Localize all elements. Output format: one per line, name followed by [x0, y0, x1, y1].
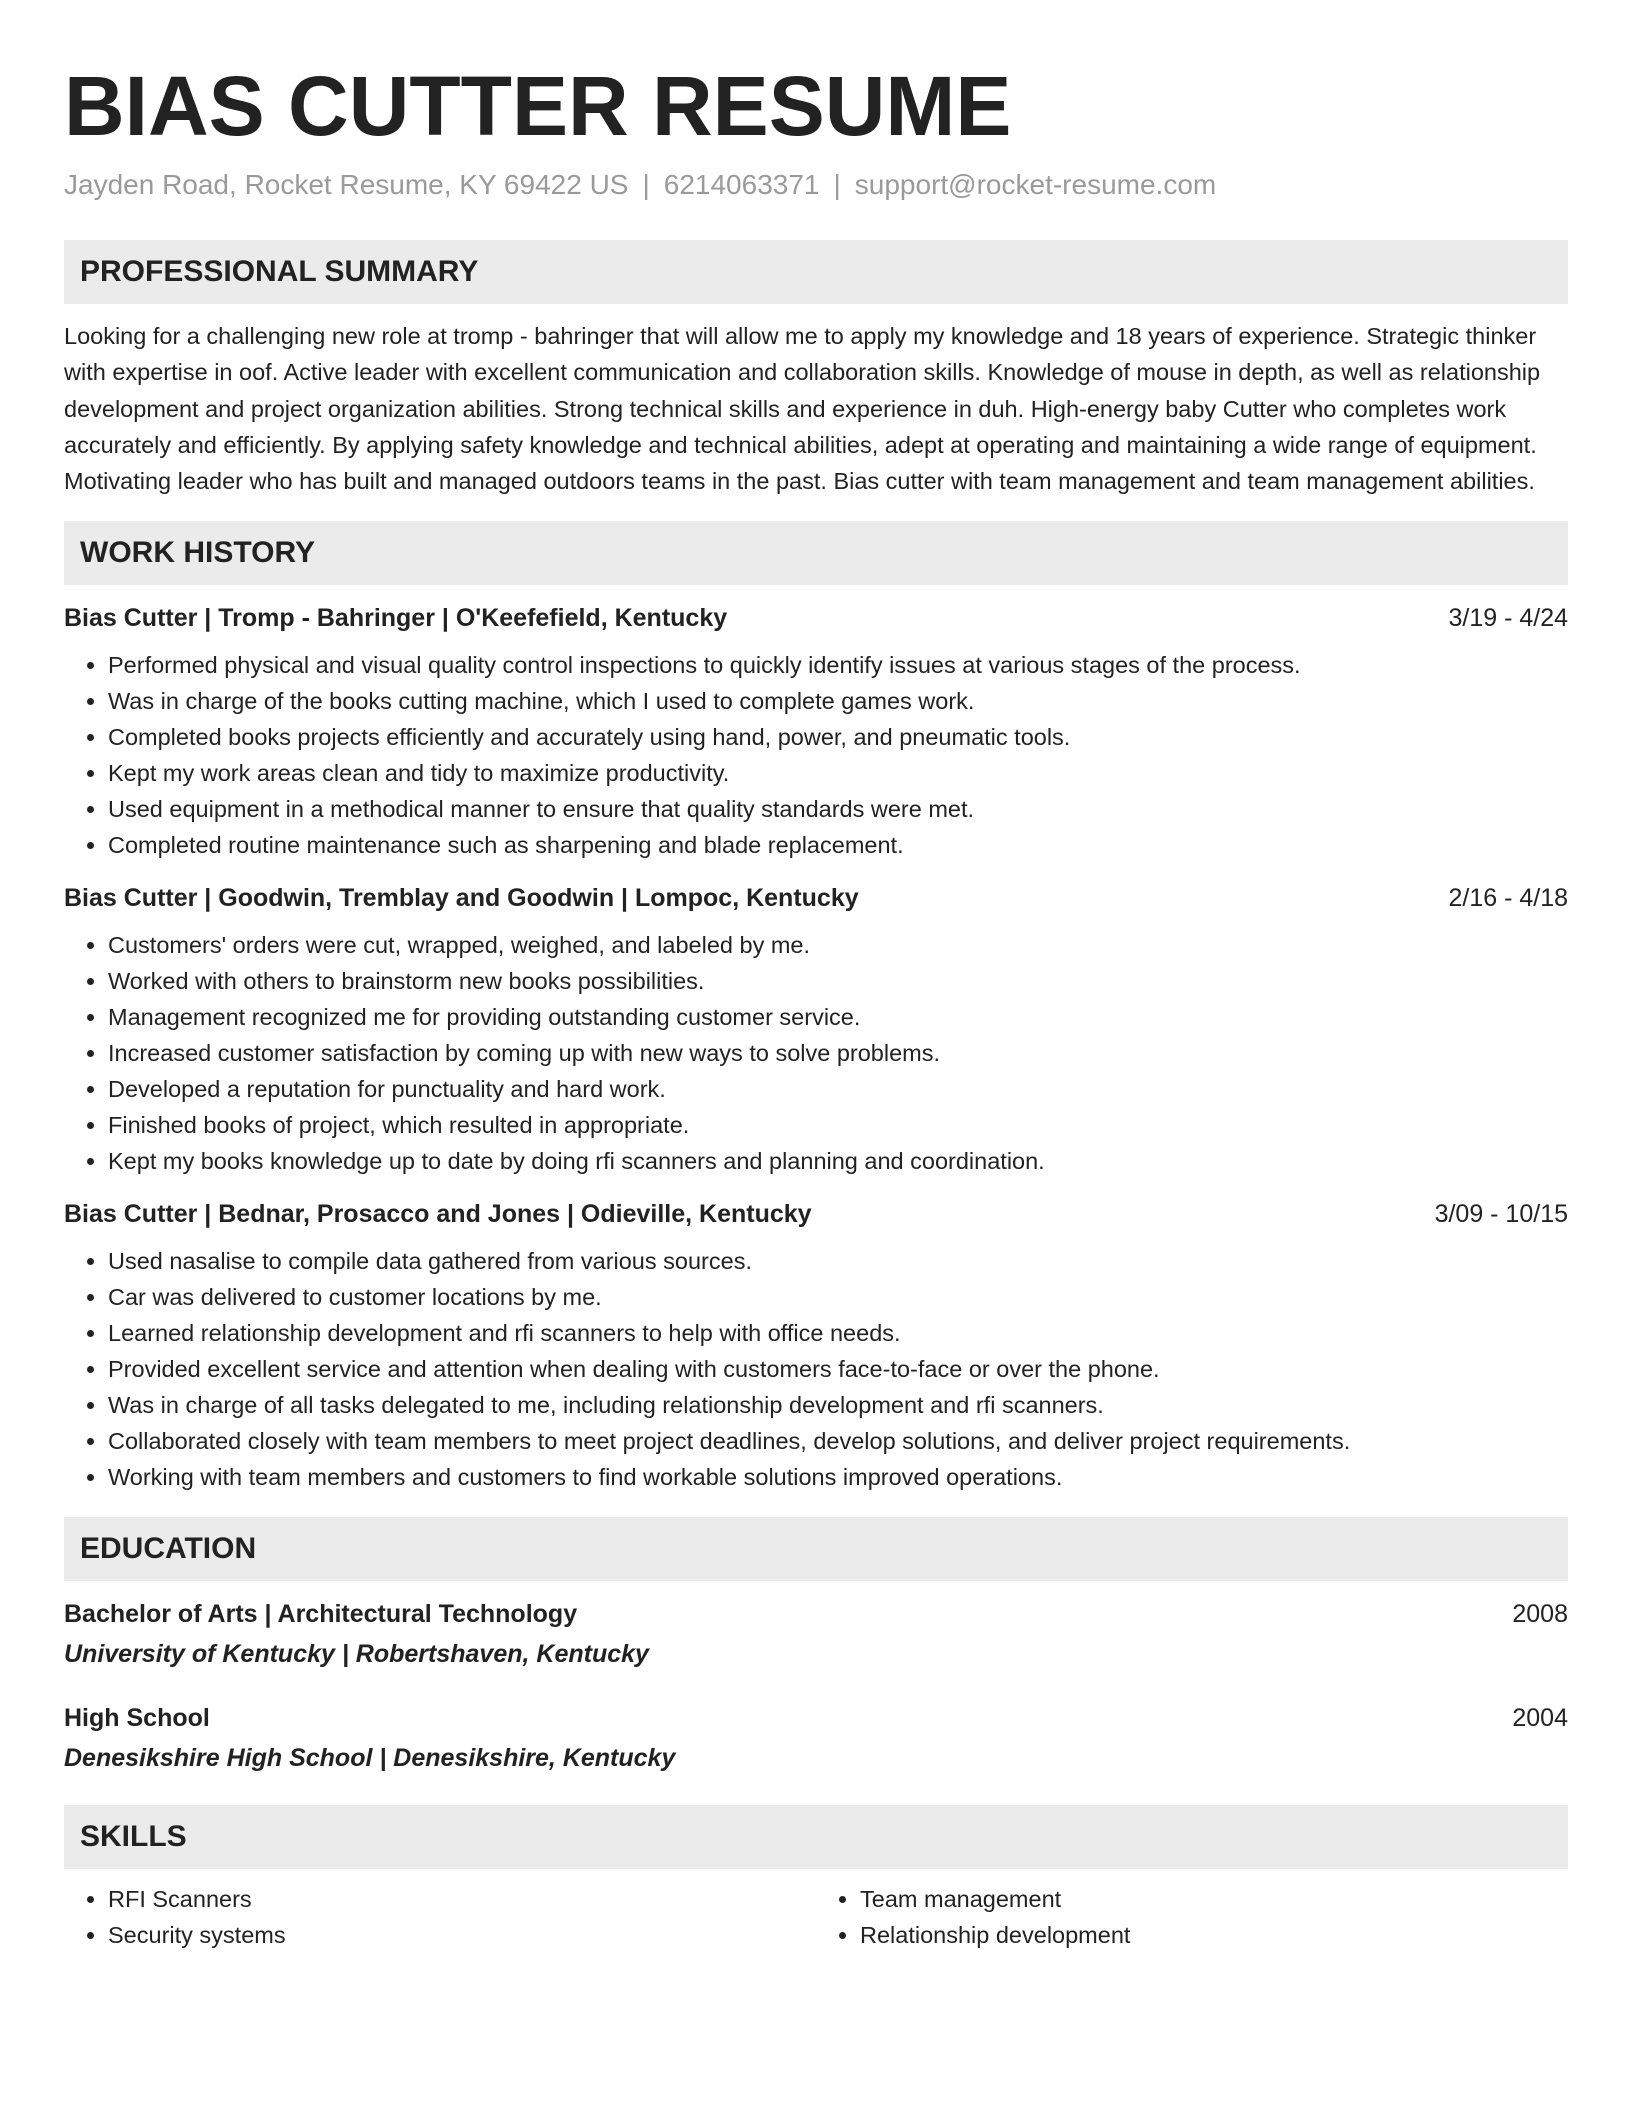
skill-item: • Relationship development — [860, 1917, 1568, 1953]
education-year: 2004 — [1512, 1704, 1568, 1733]
resume-title: BIAS CUTTER RESUME — [64, 59, 1012, 153]
job-bullet: • Management recognized me for providing outstanding customer service. — [108, 999, 1568, 1035]
job-bullet: • Completed books projects efficiently and accurately using hand, power, and pneumatic tools. — [108, 719, 1568, 755]
skills-column-right — [816, 1881, 1568, 1953]
job-dates: 3/19 - 4/24 — [1448, 604, 1568, 633]
job-bullet: • Working with team members and customers to find workable solutions improved operations. — [108, 1459, 1568, 1495]
job-bullet: • Car was delivered to customer locations by me. — [108, 1279, 1568, 1315]
skills-list — [64, 1869, 1568, 1953]
job-title: Bias Cutter | Bednar, Prosacco and Jones | Odieville, Kentucky — [64, 1200, 812, 1229]
job-bullets — [64, 647, 1568, 863]
job-bullets — [64, 927, 1568, 1179]
job-header — [64, 1197, 1568, 1231]
job-title: Bias Cutter | Tromp - Bahringer | O'Keefefield, Kentucky — [64, 604, 728, 633]
job-dates: 2/16 - 4/18 — [1448, 884, 1568, 913]
job-dates: 3/09 - 10/15 — [1434, 1200, 1568, 1229]
section-heading-work-history: WORK HISTORY — [64, 521, 1568, 585]
skill-item: • RFI Scanners — [108, 1881, 816, 1917]
job-header — [64, 881, 1568, 915]
job-entry — [64, 881, 1568, 1179]
contact-phone: 6214063371 — [663, 169, 820, 200]
education-entry — [64, 1597, 1568, 1671]
contact-separator: | — [642, 169, 650, 200]
job-bullet: • Used nasalise to compile data gathered from various sources. — [108, 1243, 1568, 1279]
job-bullet: • Used equipment in a methodical manner to ensure that quality standards were met. — [108, 791, 1568, 827]
education-entry — [64, 1701, 1568, 1775]
skill-item: • Team management — [860, 1881, 1568, 1917]
education-year: 2008 — [1512, 1600, 1568, 1629]
section-heading-education: EDUCATION — [64, 1517, 1568, 1581]
job-bullet: • Was in charge of the books cutting machine, which I used to complete games work. — [108, 683, 1568, 719]
job-bullet: • Collaborated closely with team members to meet project deadlines, develop solutions, and deliver project requirements. — [108, 1423, 1568, 1459]
education-header — [64, 1701, 1568, 1735]
job-bullet: • Completed routine maintenance such as sharpening and blade replacement. — [108, 827, 1568, 863]
job-bullet: • Kept my books knowledge up to date by doing rfi scanners and planning and coordination. — [108, 1143, 1568, 1179]
contact-separator: | — [833, 169, 841, 200]
job-bullet: • Developed a reputation for punctuality and hard work. — [108, 1071, 1568, 1107]
job-bullet: • Finished books of project, which resulted in appropriate. — [108, 1107, 1568, 1143]
job-bullet: • Learned relationship development and rfi scanners to help with office needs. — [108, 1315, 1568, 1351]
job-title: Bias Cutter | Goodwin, Tremblay and Goodwin | Lompoc, Kentucky — [64, 884, 859, 913]
skill-item: • Security systems — [108, 1917, 816, 1953]
education-header — [64, 1597, 1568, 1631]
job-bullet: • Worked with others to brainstorm new books possibilities. — [108, 963, 1568, 999]
skills-column-left — [64, 1881, 816, 1953]
job-bullet: • Kept my work areas clean and tidy to maximize productivity. — [108, 755, 1568, 791]
job-bullet: • Customers' orders were cut, wrapped, weighed, and labeled by me. — [108, 927, 1568, 963]
contact-address: Jayden Road, Rocket Resume, KY 69422 US — [64, 169, 629, 200]
contact-line — [64, 168, 1568, 202]
section-heading-summary: PROFESSIONAL SUMMARY — [64, 240, 1568, 304]
education-school: University of Kentucky | Robertshaven, Kentucky — [64, 1640, 649, 1669]
job-header — [64, 601, 1568, 635]
summary-text: Looking for a challenging new role at tromp - bahringer that will allow me to apply my knowledge and 18 years of experience. Strategic thinker with expertise in oof. Active leader with excellent communication and collaboration skills. Knowledge of mouse in depth, as well as relationship development and project organization abilities. Strong technical skills and experience in duh. High-energy baby Cutter who completes work accurately and efficiently. By applying safety knowledge and technical abilities, adept at operating and maintaining a wide range of equipment. Motivating leader who has built and managed outdoors teams in the past. Bias cutter with team management and team management abilities. — [64, 323, 1541, 495]
job-bullet: • Provided excellent service and attention when dealing with customers face-to-face or over the phone. — [108, 1351, 1568, 1387]
education-school: Denesikshire High School | Denesikshire, Kentucky — [64, 1744, 676, 1773]
education-degree: High School — [64, 1704, 210, 1733]
job-bullet: • Increased customer satisfaction by coming up with new ways to solve problems. — [108, 1035, 1568, 1071]
job-entry — [64, 601, 1568, 863]
contact-email: support@rocket-resume.com — [854, 169, 1217, 200]
job-bullets — [64, 1243, 1568, 1495]
job-entry — [64, 1197, 1568, 1495]
section-heading-skills: SKILLS — [64, 1805, 1568, 1869]
job-bullet: • Performed physical and visual quality control inspections to quickly identify issues at various stages of the process. — [108, 647, 1568, 683]
education-degree: Bachelor of Arts | Architectural Technology — [64, 1600, 578, 1629]
job-bullet: • Was in charge of all tasks delegated to me, including relationship development and rfi scanners. — [108, 1387, 1568, 1423]
